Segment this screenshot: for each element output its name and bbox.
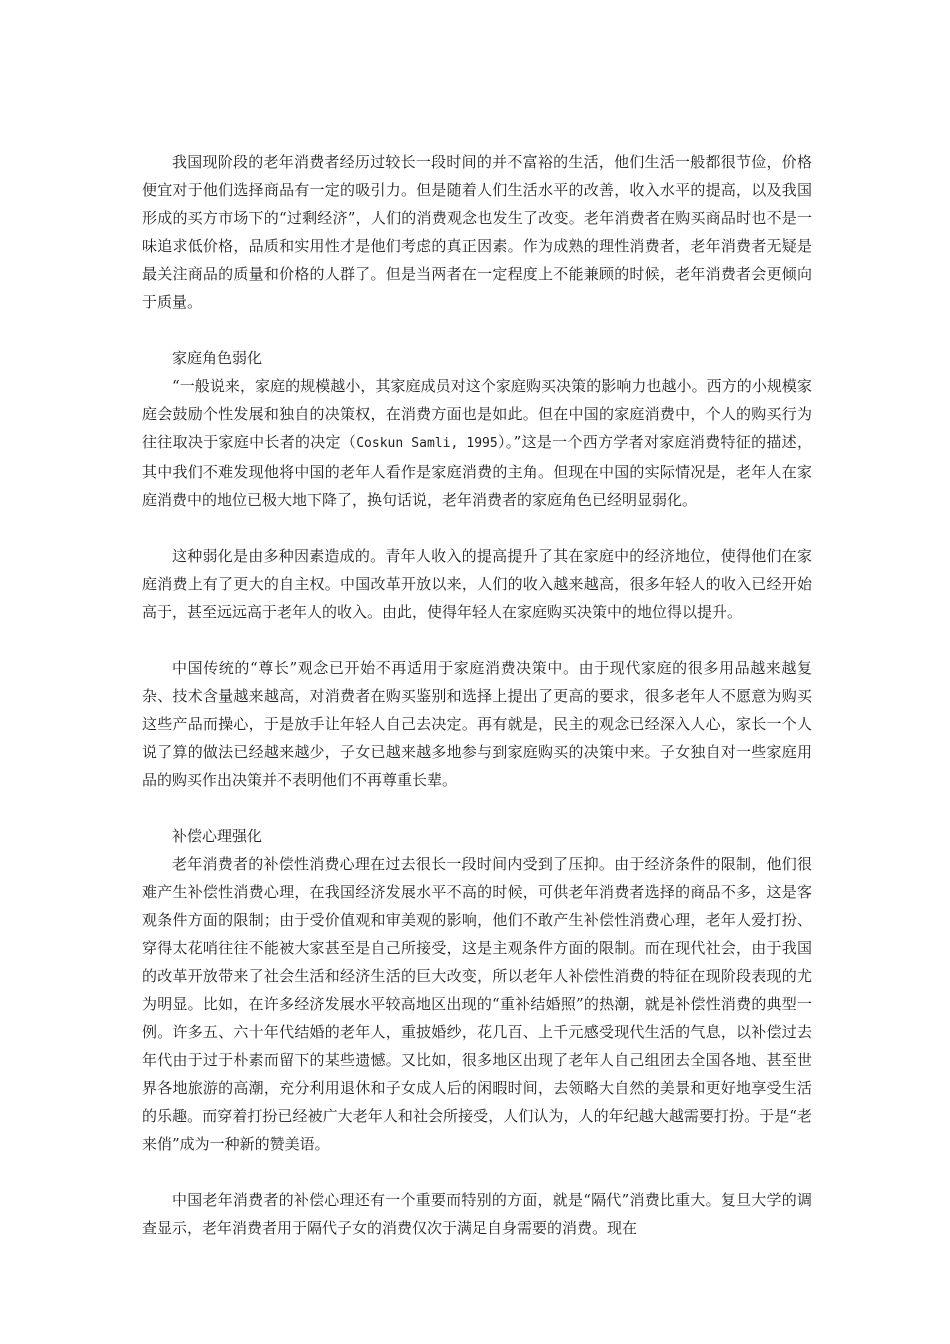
paragraph-gap (142, 794, 812, 822)
quote-text-end: ）。”这是一个西方学者对家庭消费特征的描述，其中我们不难发现他将中国的老年人看作是家庭消费的主角。但现在中国的实际情况是，老年人在家庭消费中的地位已极大地下降了，换句话说，老年消费者的家庭角色已经明显弱化。 (142, 433, 812, 509)
paragraph-price-quality: 我国现阶段的老年消费者经历过较长一段时间的并不富裕的生活，他们生活一般都很节俭，价格便宜对于他们选择商品有一定的吸引力。但是随着人们生活水平的改善，收入水平的提高，以及我国形成的买方市场下的“过剩经济”，人们的消费观念也发生了改变。老年消费者在购买商品时也不是一味追求低价格，品质和实用性才是他们考虑的真正因素。作为成熟的理性消费者，老年消费者无疑是最关注商品的质量和价格的人群了。但是当两者在一定程度上不能兼顾的时候，老年消费者会更倾向于质量。 (142, 153, 812, 311)
paragraph-compensation-psychology: 老年消费者的补偿性消费心理在过去很长一段时间内受到了压抑。由于经济条件的限制，他们很难产生补偿性消费心理，在我国经济发展水平不高的时候，可供老年消费者选择的商品不多，这是客观条件方面的限制；由于受价值观和审美观的影响，他们不敢产生补偿性消费心理，老年人爱打扮、穿得太花哨往往不能被大家甚至是自己所接受，这是主观条件方面的限制。而在现代社会，由于我国的改革开放带来了社会生活和经济生活的巨大改变，所以老年人补偿性消费的特征在现阶段表现的尤为明显。比如，在许多经济发展水平较高地区出现的“重补结婚照”的热潮，就是补偿性消费的典型一例。许多五、六十年代结婚的老年人，重披婚纱，花几百、上千元感受现代生活的气息，以补偿过去年代由于过于朴素而留下的某些遗憾。又比如，很多地区出现了老年人自己组团去全国各地、甚至世界各地旅游的高潮，充分利用退休和子女成人后的闲暇时间，去领略大自然的美景和更好地享受生活的乐趣。而穿着打扮已经被广大老年人和社会所接受，人们认为，人的年纪越大越需要打扮。于是“老来俏”成为一种新的赞美语。 (142, 855, 812, 1153)
paragraph-weakening-causes: 这种弱化是由多种因素造成的。青年人收入的提高提升了其在家庭中的经济地位，使得他们在家庭消费上有了更大的自主权。中国改革开放以来，人们的收入越来越高，很多年轻人的收入已经开始高于，甚至远远高于老年人的收入。由此，使得年轻人在家庭购买决策中的地位得以提升。 (142, 547, 812, 621)
section-heading-compensation: 补偿心理强化 (172, 827, 263, 845)
paragraph-gap (142, 514, 812, 542)
section-heading-family-role: 家庭角色弱化 (172, 349, 263, 367)
paragraph-gap (142, 1158, 812, 1186)
paragraph-respect-elders: 中国传统的“尊长”观念已开始不再适用于家庭消费决策中。由于现代家庭的很多用品越来越复杂、技术含量越来越高，对消费者在购买鉴别和选择上提出了更高的要求，很多老年人不愿意为购买这些产品而操心，于是放手让年轻人自己去决定。再有就是，民主的观念已经深入人心，家长一个人说了算的做法已经越来越少，子女已越来越多地参与到家庭购买的决策中来。子女独自对一些家庭用品的购买作出决策并不表明他们不再尊重长辈。 (142, 659, 812, 789)
citation: Coskun Samli, 1995 (356, 436, 498, 451)
paragraph-generation-consumption: 中国老年消费者的补偿心理还有一个重要而特别的方面，就是“隔代”消费比重大。复旦大学的调查显示，老年消费者用于隔代子女的消费仅次于满足自身需要的消费。现在 (142, 1191, 812, 1237)
quote-text-start: “一般说来，家庭的规模越小，其家庭成员对这个家庭购买决策的影响力也越小。西方的小规模家庭会鼓励个性发展和独自的决策权，在消费方面也是如此。但在中国的家庭消费中，个人的购买行为往往取决于家庭中长者的决定（ (142, 377, 812, 451)
paragraph-family-quote (142, 372, 812, 514)
document-page (142, 148, 812, 1242)
paragraph-gap (142, 626, 812, 654)
paragraph-gap (142, 316, 812, 344)
